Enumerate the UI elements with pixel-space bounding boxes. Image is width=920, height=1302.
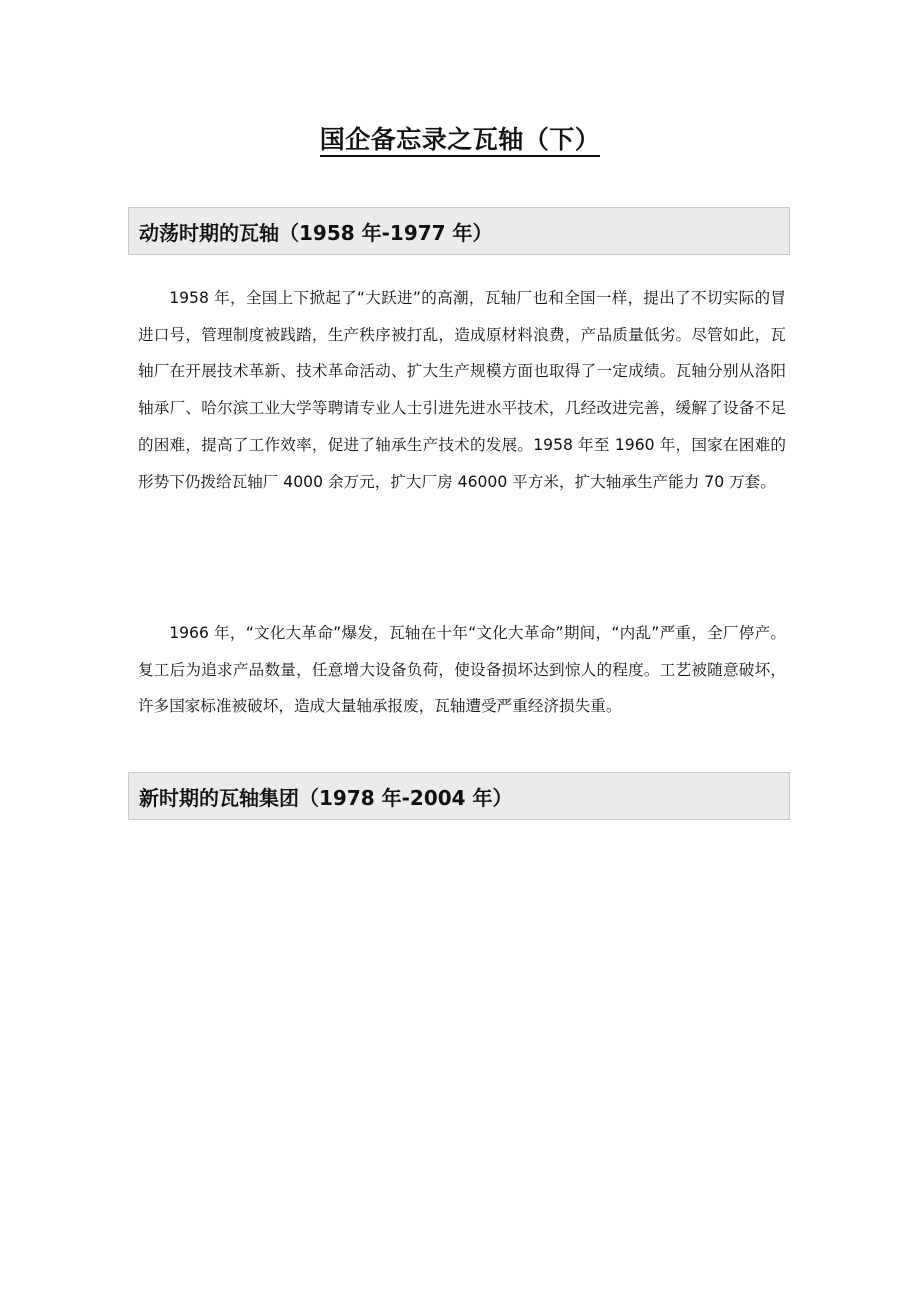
document-title-text: 国企备忘录之瓦轴（下）	[320, 125, 601, 157]
section-heading-1978-2004: 新时期的瓦轴集团（1978 年-2004 年）	[128, 772, 790, 820]
document-title	[0, 118, 920, 160]
section-heading-1958-1977: 动荡时期的瓦轴（1958 年-1977 年）	[128, 207, 790, 255]
paragraph-cultural-revolution: 1966 年，“文化大革命”爆发，瓦轴在十年“文化大革命”期间，“内乱”严重，全厂停产。复工后为追求产品数量，任意增大设备负荷，使设备损坏达到惊人的程度。工艺被随意破坏，许多国家标准被破坏，造成大量轴承报废，瓦轴遭受严重经济损失重。	[138, 624, 786, 716]
paragraph-great-leap-forward: 1958 年，全国上下掀起了“大跃进”的高潮，瓦轴厂也和全国一样，提出了不切实际的冒进口号，管理制度被践踏，生产秩序被打乱，造成原材料浪费，产品质量低劣。尽管如此，瓦轴厂在开展技术革新、技术革命活动、扩大生产规模方面也取得了一定成绩。瓦轴分别从洛阳轴承厂、哈尔滨工业大学等聘请专业人士引进先进水平技术，几经改进完善，缓解了设备不足的困难，提高了工作效率，促进了轴承生产技术的发展。1958 年至 1960 年，国家在困难的形势下仍拨给瓦轴厂 4000 余万元，扩大厂房 46000 平方米，扩大轴承生产能力 70 万套。	[138, 289, 786, 491]
